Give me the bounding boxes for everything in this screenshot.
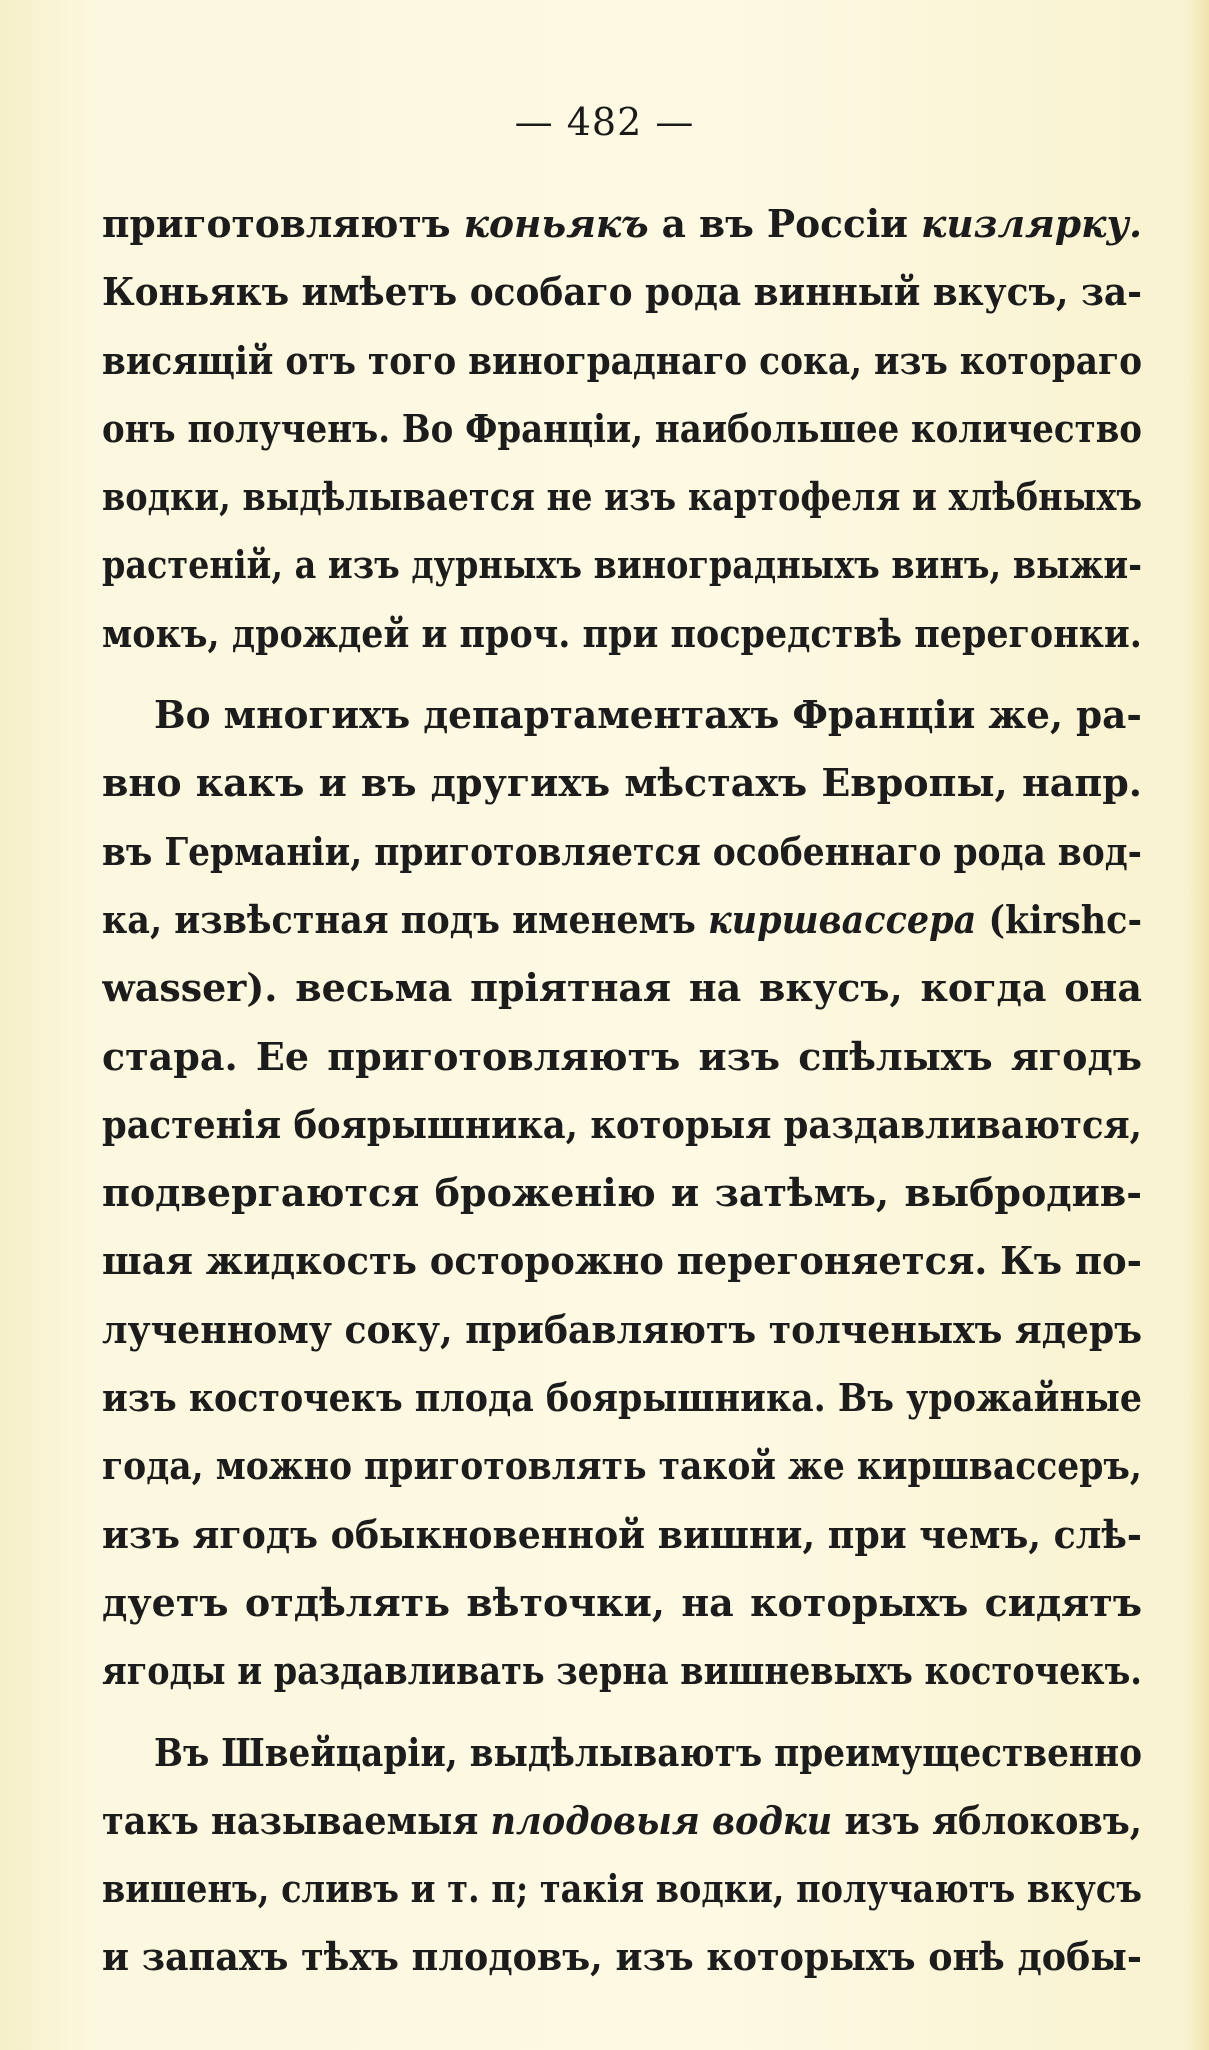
- text-line: [102, 1023, 1142, 1091]
- text-segment: приготовляютъ: [102, 201, 464, 246]
- italic-term: кизлярку.: [920, 201, 1142, 246]
- text-segment: ка, извѣстная подъ именемъ: [102, 896, 709, 942]
- text-line: [102, 463, 1142, 531]
- text-line: [102, 600, 1142, 668]
- text-line: [102, 258, 1142, 326]
- text-segment: растеній, а изъ дурныхъ виноградныхъ винъ, выжи-: [102, 542, 1142, 588]
- text-segment: ягоды и раздавливать зерна вишневыхъ косточекъ.: [102, 1648, 1142, 1694]
- text-segment: изъ косточекъ плода боярышника. Въ урожайные: [102, 1375, 1142, 1421]
- text-segment: Во многихъ департаментахъ Франціи же, ра-: [154, 692, 1142, 738]
- text-segment: Въ Швейцаріи, выдѣлываютъ преимущественно: [154, 1729, 1142, 1775]
- text-segment: года, можно приготовлять такой же киршвассеръ,: [102, 1443, 1142, 1489]
- body-text: [102, 190, 1142, 1992]
- text-line: [102, 749, 1142, 817]
- text-line: [102, 1432, 1142, 1500]
- text-line: [102, 886, 1142, 954]
- text-line: [102, 1364, 1142, 1432]
- text-line: [102, 1855, 1142, 1923]
- text-segment: въ Германіи, приготовляется особеннаго рода вод-: [102, 828, 1142, 874]
- text-line: [102, 395, 1142, 463]
- text-line: [102, 1296, 1142, 1364]
- text-line: [102, 531, 1142, 599]
- text-segment: изъ яблоковъ,: [832, 1797, 1142, 1843]
- page-edge-shading: [1187, 0, 1209, 2050]
- text-segment: Коньякъ имѣетъ особаго рода винный вкусъ, за-: [102, 269, 1142, 315]
- text-segment: изъ ягодъ обыкновенной вишни, при чемъ, слѣ-: [102, 1511, 1142, 1557]
- text-line: [102, 681, 1142, 749]
- text-line: [102, 818, 1142, 886]
- text-line: [102, 1719, 1142, 1787]
- text-line: [102, 190, 1142, 258]
- paragraph-gap: [102, 668, 1142, 681]
- text-line: [102, 1501, 1142, 1569]
- text-line: [102, 1923, 1142, 1991]
- text-line: [102, 1091, 1142, 1159]
- text-line: [102, 1159, 1142, 1227]
- italic-term: плодовыя водки: [490, 1797, 833, 1843]
- text-segment: стара. Ее приготовляютъ изъ спѣлыхъ ягодъ: [102, 1033, 1142, 1079]
- text-segment: wasser). весьма пріятная на вкусъ, когда она: [102, 965, 1142, 1011]
- text-segment: вно какъ и въ другихъ мѣстахъ Европы, напр.: [102, 760, 1142, 806]
- text-line: [102, 1227, 1142, 1295]
- text-line: [102, 954, 1142, 1022]
- text-segment: лученному соку, прибавляютъ толченыхъ ядеръ: [102, 1306, 1142, 1352]
- text-segment: водки, выдѣлывается не изъ картофеля и хлѣбныхъ: [102, 474, 1142, 520]
- text-segment: дуетъ отдѣлять вѣточки, на которыхъ сидятъ: [102, 1579, 1142, 1625]
- page-number: — 482 —: [514, 100, 695, 144]
- text-segment: висящій отъ того винограднаго сока, изъ котораго: [102, 337, 1142, 383]
- text-segment: подвергаются броженію и затѣмъ, выбродив-: [102, 1170, 1142, 1216]
- text-segment: такъ называемыя: [102, 1797, 491, 1843]
- text-line: [102, 327, 1142, 395]
- text-segment: шая жидкость осторожно перегоняется. Къ по-: [102, 1238, 1142, 1284]
- text-line: [102, 1569, 1142, 1637]
- text-segment: вишенъ, сливъ и т. п; такія водки, получаютъ вкусъ: [102, 1866, 1142, 1912]
- italic-term: киршвассера: [708, 896, 977, 942]
- text-segment: и запахъ тѣхъ плодовъ, изъ которыхъ онѣ добы-: [102, 1934, 1142, 1980]
- text-line: [102, 1637, 1142, 1705]
- text-segment: (kirshc-: [976, 896, 1142, 942]
- italic-term: коньякъ: [463, 201, 649, 246]
- text-segment: мокъ, дрождей и проч. при посредствѣ перегонки.: [102, 610, 1142, 656]
- text-segment: а въ Россіи: [648, 201, 921, 246]
- paragraph-gap: [102, 1706, 1142, 1719]
- text-segment: растенія боярышника, которыя раздавливаются,: [102, 1101, 1142, 1147]
- text-segment: онъ полученъ. Во Франціи, наибольшее количество: [102, 405, 1142, 451]
- text-line: [102, 1787, 1142, 1855]
